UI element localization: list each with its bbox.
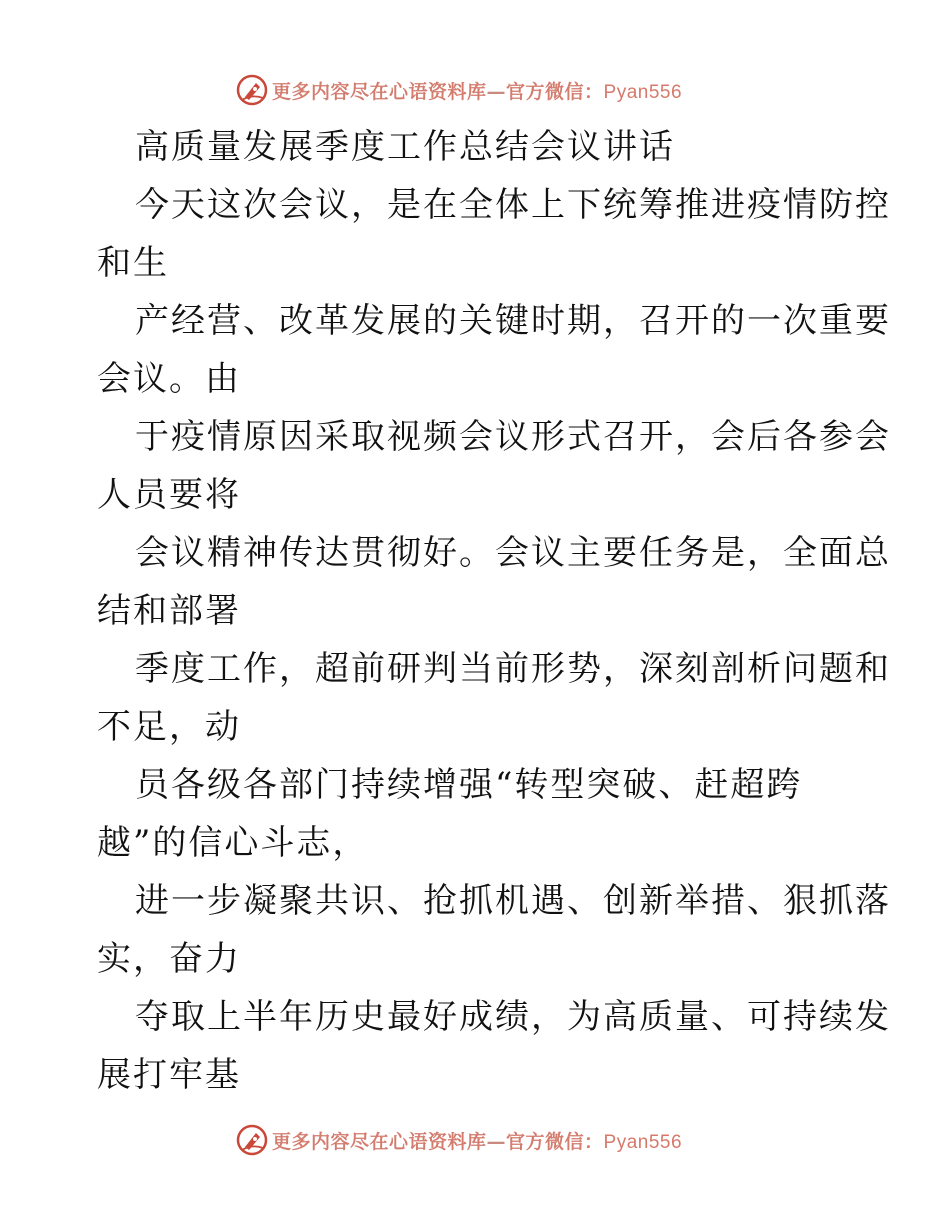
watermark-wechat-id: Pyan556 bbox=[603, 1131, 683, 1153]
watermark-text bbox=[272, 77, 682, 104]
watermark-dash: — bbox=[486, 1130, 507, 1153]
text-line: 今天这次会议，是在全体上下统筹推进疫情防控 bbox=[135, 185, 891, 225]
text-line: 实，奋力 bbox=[97, 939, 241, 979]
watermark-text bbox=[272, 1127, 682, 1154]
text-line: 不足，动 bbox=[97, 707, 241, 747]
pen-nib-logo-icon bbox=[236, 74, 268, 106]
watermark-site: 更多内容尽在心语资料库 bbox=[272, 80, 487, 103]
text-line: 夺取上半年历史最好成绩，为高质量、可持续发 bbox=[135, 997, 891, 1037]
text-line: 于疫情原因采取视频会议形式召开，会后各参会 bbox=[135, 417, 891, 457]
text-line: 结和部署 bbox=[97, 591, 241, 631]
watermark-dash: — bbox=[486, 80, 507, 103]
text-line: 产经营、改革发展的关键时期，召开的一次重要 bbox=[135, 301, 891, 341]
text-line: 展打牢基 bbox=[97, 1055, 241, 1095]
text-line: 会议。由 bbox=[97, 359, 241, 399]
document-title: 高质量发展季度工作总结会议讲话 bbox=[135, 127, 675, 167]
text-line: 越”的信心斗志， bbox=[97, 823, 369, 863]
text-line: 和生 bbox=[97, 243, 169, 283]
watermark-header bbox=[236, 72, 716, 108]
watermark-footer bbox=[236, 1122, 716, 1158]
text-line: 员各级各部门持续增强“转型突破、赶超跨 bbox=[135, 765, 803, 805]
text-line: 人员要将 bbox=[97, 475, 241, 515]
watermark-wechat-label: 官方微信： bbox=[506, 1130, 604, 1153]
text-line: 季度工作，超前研判当前形势，深刻剖析问题和 bbox=[135, 649, 891, 689]
text-line: 进一步凝聚共识、抢抓机遇、创新举措、狠抓落 bbox=[135, 881, 891, 921]
watermark-wechat-id: Pyan556 bbox=[603, 81, 683, 103]
pen-nib-logo-icon bbox=[236, 1124, 268, 1156]
watermark-wechat-label: 官方微信： bbox=[506, 80, 604, 103]
text-line: 会议精神传达贯彻好。会议主要任务是，全面总 bbox=[135, 533, 891, 573]
watermark-site: 更多内容尽在心语资料库 bbox=[272, 1130, 487, 1153]
document-body bbox=[97, 118, 891, 1104]
